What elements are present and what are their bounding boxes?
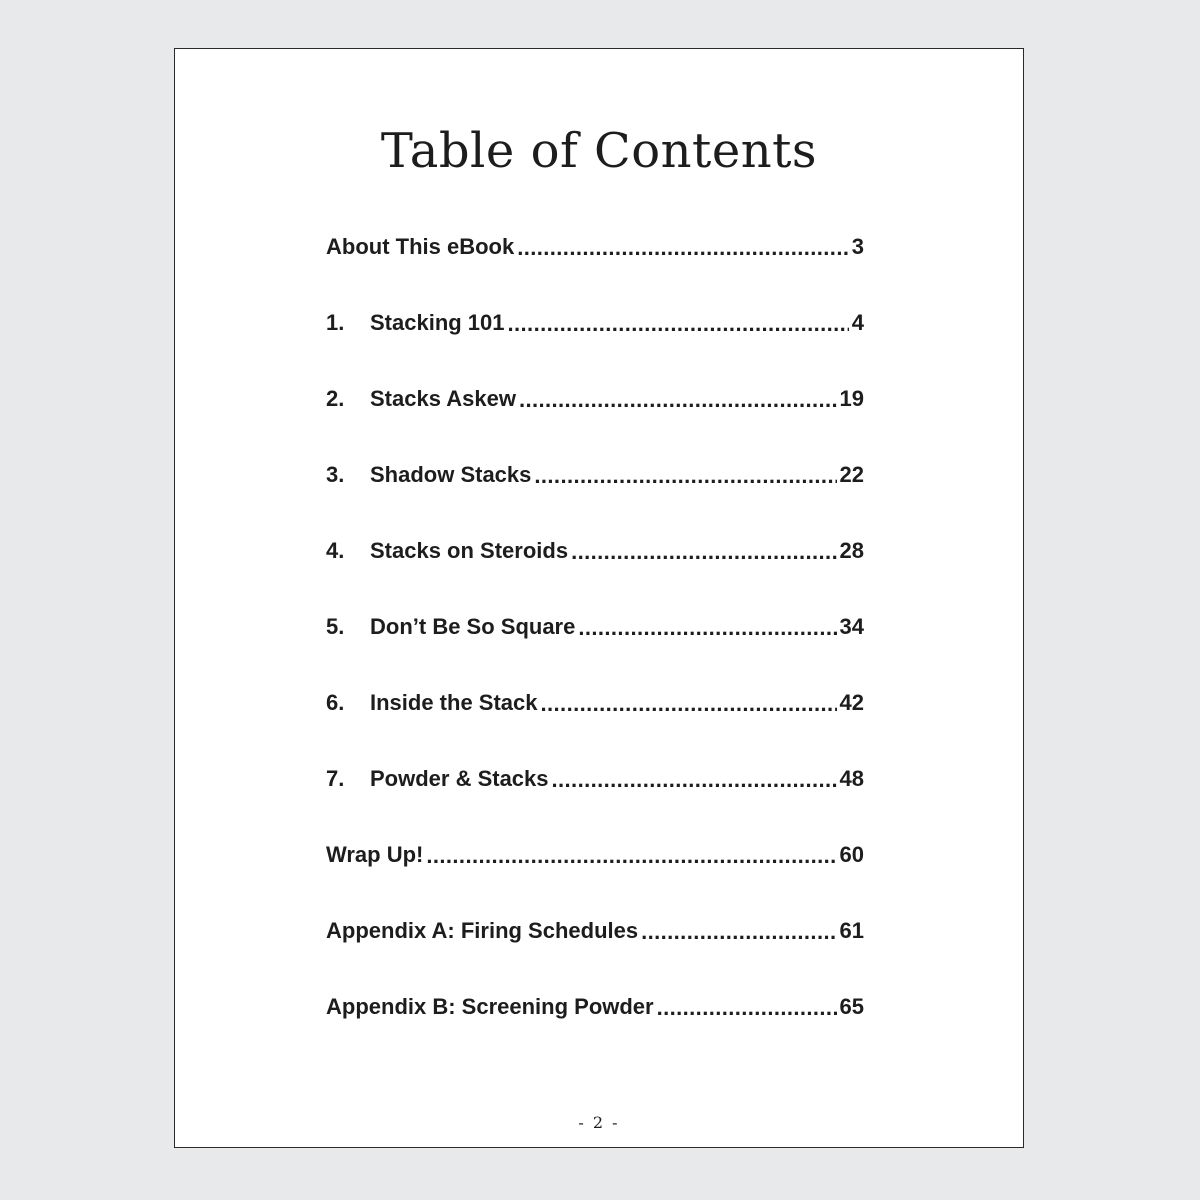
toc-dot-leader — [552, 767, 837, 793]
toc-entry-label: About This eBook — [326, 234, 515, 259]
toc-entry-chapter-3[interactable] — [326, 437, 864, 513]
page-title: Table of Contents — [380, 123, 818, 179]
toc-entry-label: Appendix B: Screening Powder — [326, 994, 654, 1019]
toc-entry-about[interactable] — [326, 209, 864, 285]
toc-dot-leader — [641, 919, 836, 945]
toc-entry-chapter-2[interactable] — [326, 361, 864, 437]
toc-entry-label: Powder & Stacks — [370, 766, 549, 791]
table-of-contents — [326, 209, 864, 1045]
toc-entry-page: 19 — [839, 386, 864, 411]
toc-entry-label: Appendix A: Firing Schedules — [326, 918, 639, 943]
toc-dot-leader — [426, 843, 836, 869]
toc-dot-leader — [657, 995, 837, 1021]
toc-entry-page: 48 — [839, 766, 864, 791]
toc-entry-chapter-7[interactable] — [326, 741, 864, 817]
toc-entry-label: Don’t Be So Square — [370, 614, 576, 639]
toc-entry-page: 65 — [839, 994, 864, 1019]
toc-dot-leader — [519, 387, 837, 413]
toc-entry-page: 28 — [839, 538, 864, 563]
toc-entry-page: 61 — [839, 918, 864, 943]
toc-entry-label: Stacking 101 — [370, 310, 505, 335]
toc-entry-number: 3. — [326, 462, 345, 487]
toc-entry-page: 42 — [839, 690, 864, 715]
toc-dot-leader — [571, 539, 836, 565]
toc-entry-number: 6. — [326, 690, 345, 715]
toc-entry-page: 60 — [839, 842, 864, 867]
toc-entry-page: 34 — [839, 614, 864, 639]
toc-entry-number: 5. — [326, 614, 345, 639]
toc-entry-chapter-6[interactable] — [326, 665, 864, 741]
page-number: - 2 - — [578, 1113, 620, 1132]
toc-entry-wrap-up[interactable] — [326, 817, 864, 893]
toc-dot-leader — [508, 311, 849, 337]
toc-entry-chapter-1[interactable] — [326, 285, 864, 361]
toc-entry-appendix-b[interactable] — [326, 969, 864, 1045]
toc-dot-leader — [578, 615, 836, 641]
toc-entry-number: 7. — [326, 766, 345, 791]
toc-dot-leader — [541, 691, 837, 717]
toc-entry-page: 4 — [851, 310, 864, 335]
toc-entry-appendix-a[interactable] — [326, 893, 864, 969]
toc-entry-chapter-5[interactable] — [326, 589, 864, 665]
toc-entry-page: 3 — [851, 234, 864, 259]
toc-entry-label: Shadow Stacks — [370, 462, 532, 487]
toc-dot-leader — [534, 463, 836, 489]
document-page — [174, 48, 1024, 1148]
toc-entry-chapter-4[interactable] — [326, 513, 864, 589]
toc-entry-label: Stacks on Steroids — [370, 538, 569, 563]
toc-entry-number: 2. — [326, 386, 345, 411]
toc-entry-label: Wrap Up! — [326, 842, 424, 867]
toc-entry-page: 22 — [839, 462, 864, 487]
toc-dot-leader — [517, 235, 849, 261]
toc-entry-label: Inside the Stack — [370, 690, 538, 715]
toc-entry-number: 4. — [326, 538, 345, 563]
toc-entry-number: 1. — [326, 310, 345, 335]
toc-entry-label: Stacks Askew — [370, 386, 516, 411]
